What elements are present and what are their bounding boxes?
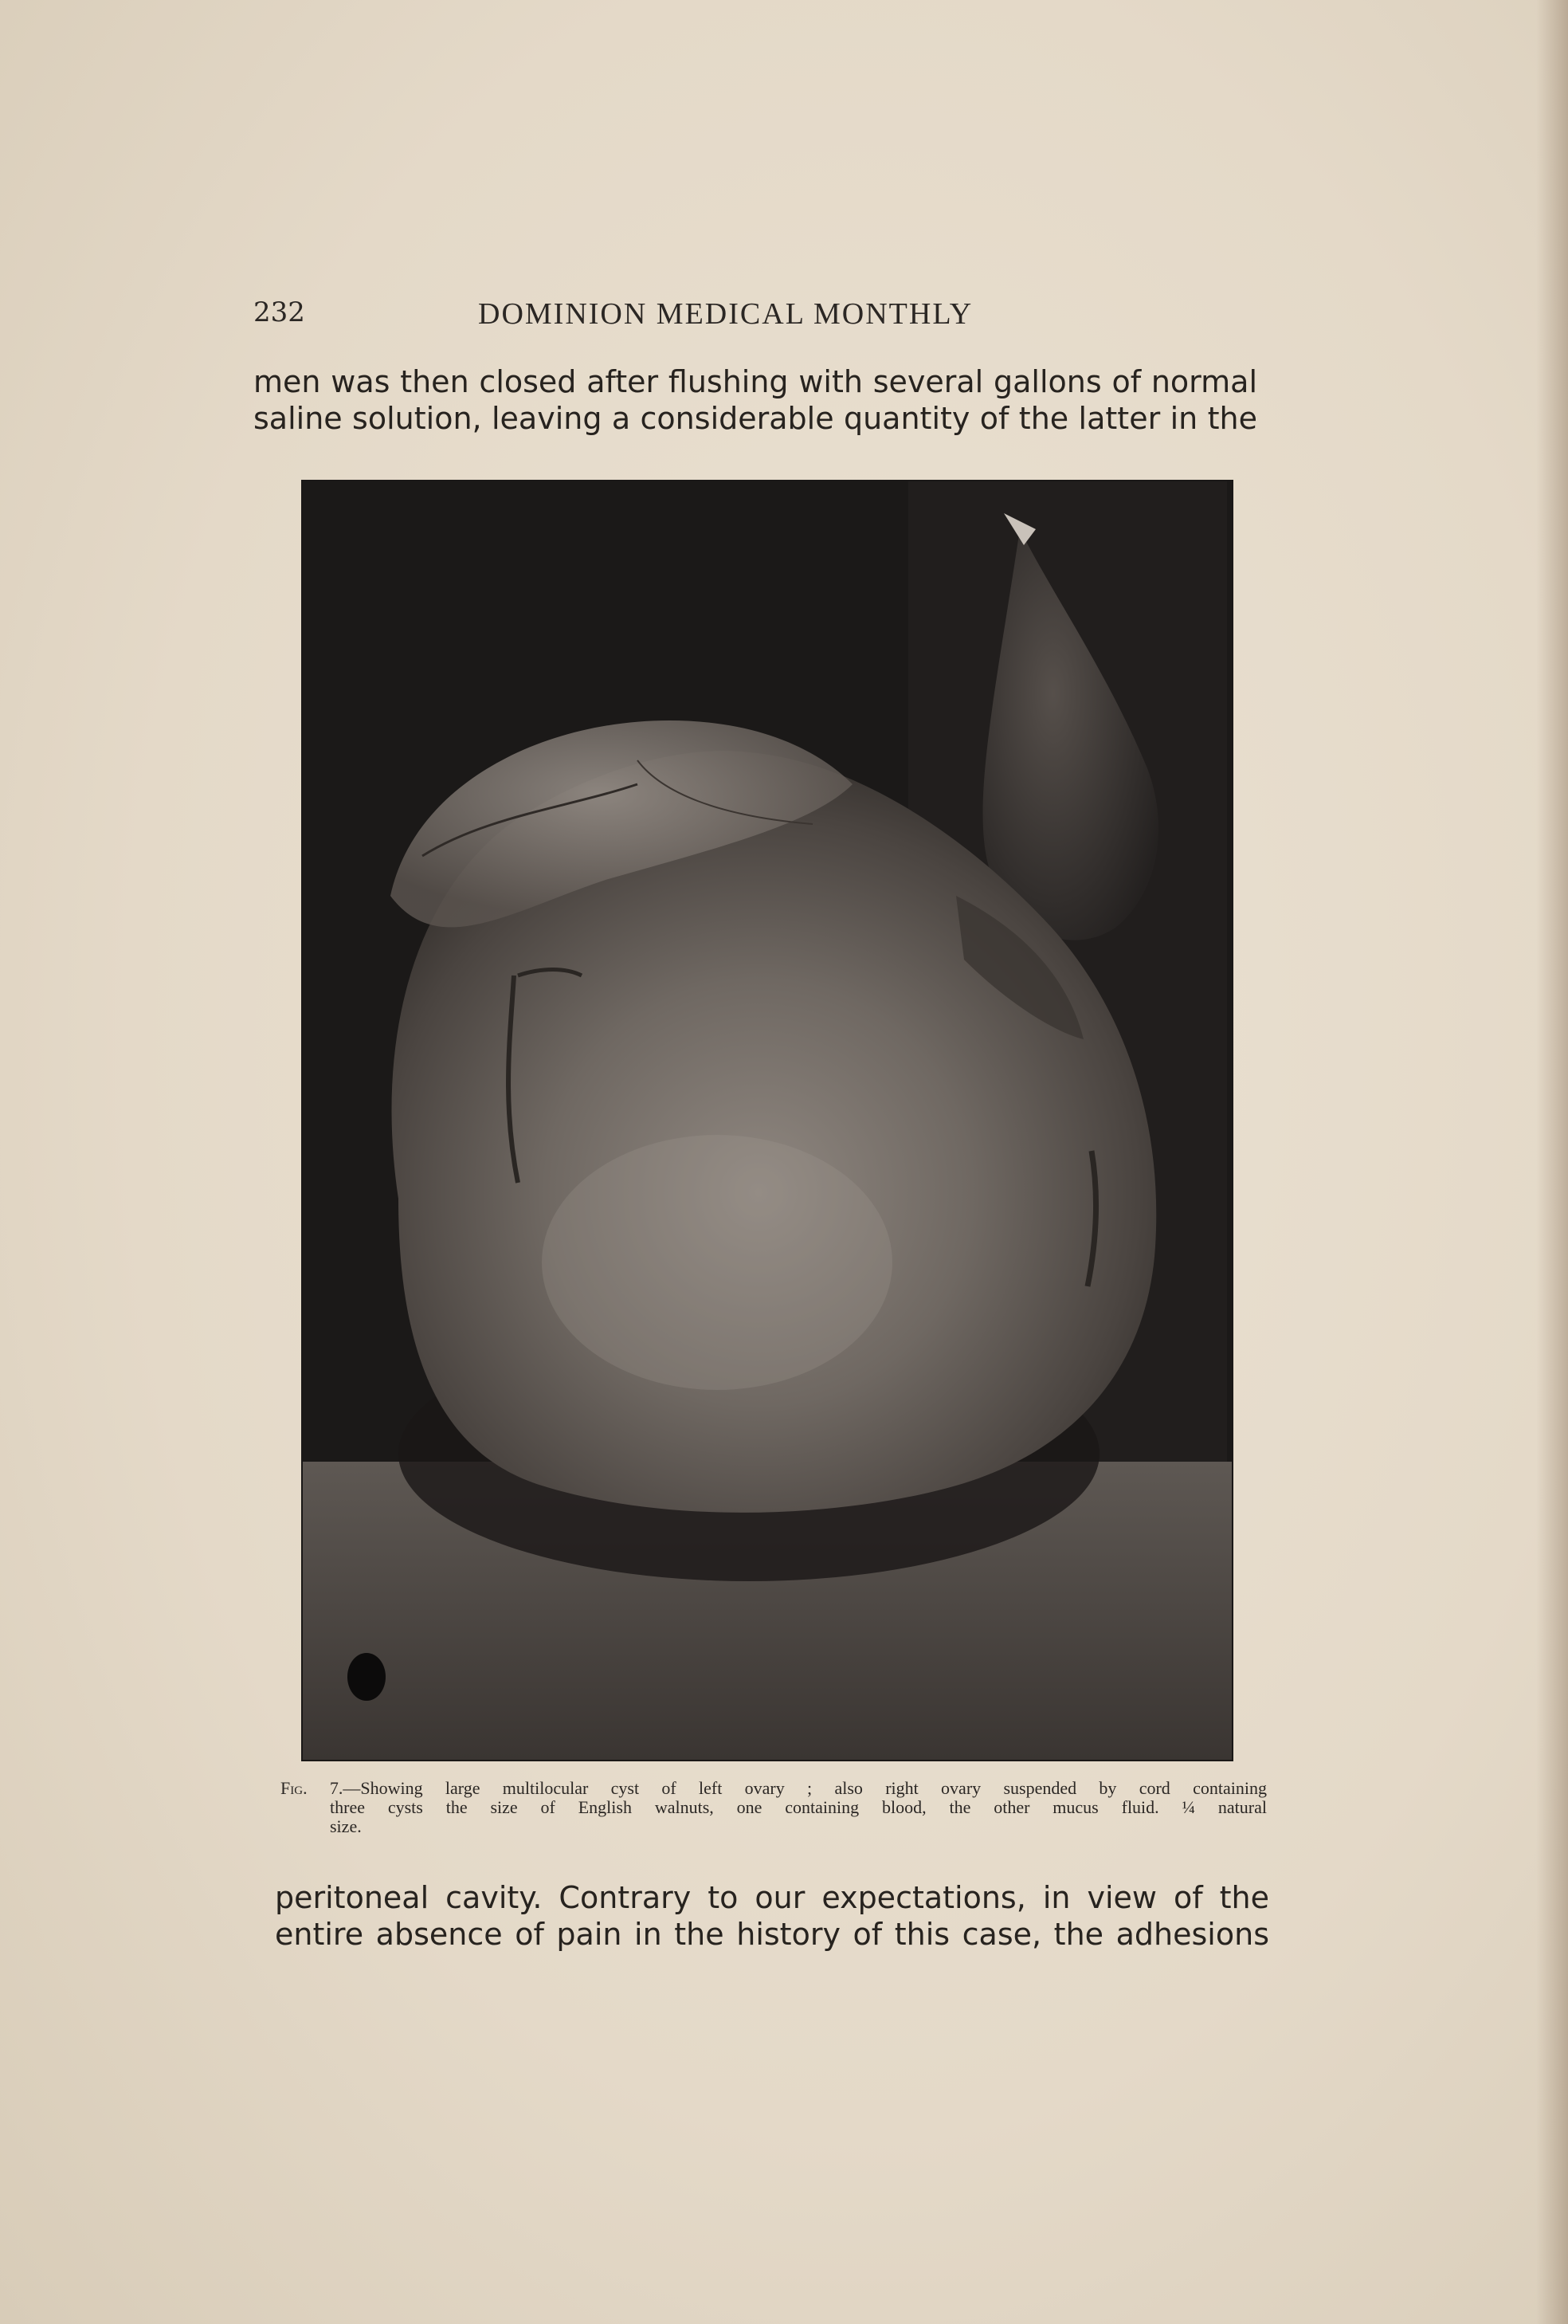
- figure-caption: [280, 1779, 1267, 1836]
- text-line: men was then closed after flushing with several gallons of normal: [253, 364, 1257, 399]
- journal-title: DOMINION MEDICAL MONTHLY: [478, 297, 974, 331]
- page-number: 232: [253, 296, 305, 328]
- running-head: [253, 296, 1257, 338]
- caption-text-line: size.: [330, 1816, 362, 1836]
- caption-text-line: —Showing large multilocular cyst of left ovary ; also right ovary suspended by cord containing: [343, 1778, 1267, 1798]
- top-paragraph: [253, 363, 1257, 437]
- figure-label: Fig. 7.: [280, 1778, 343, 1798]
- bottom-paragraph: [275, 1879, 1269, 1953]
- specimen-photograph: [303, 481, 1232, 1760]
- cyst-photo-illustration: [303, 481, 1232, 1760]
- caption-text-line: three cysts the size of English walnuts, one containing blood, the other mucus fluid. ¼ natural: [330, 1797, 1267, 1817]
- text-line: peritoneal cavity. Contrary to our expectations, in view of the: [275, 1880, 1269, 1915]
- page-edge-shadow: [1536, 0, 1568, 2324]
- text-line: entire absence of pain in the history of this case, the adhesions: [275, 1917, 1269, 1952]
- text-line: saline solution, leaving a considerable quantity of the latter in the: [253, 401, 1257, 436]
